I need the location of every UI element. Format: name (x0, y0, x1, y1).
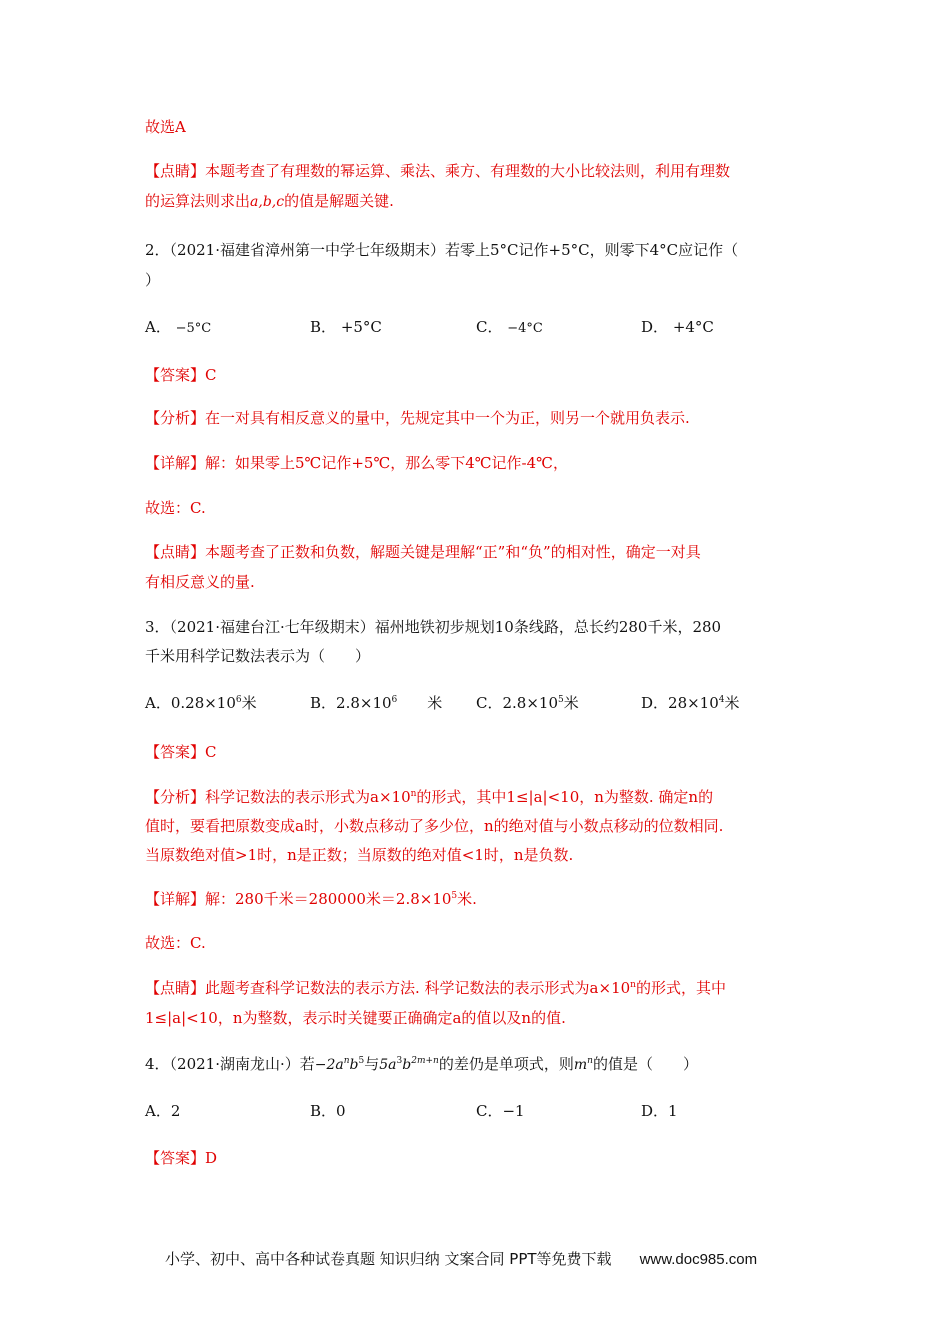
prev-dianjing-line1: 【点睛】本题考查了有理数的幂运算、乘法、乘方、有理数的大小比较法则，利用有理数 (145, 162, 731, 180)
q2-choose: 故选：C. (145, 499, 206, 517)
q3-option-b: B．$2.8\times 10^6$ 米 (310, 694, 443, 712)
q4-option-b: B．0 (310, 1102, 346, 1120)
q2-option-c: C． −4°C (476, 318, 543, 336)
q3-analysis-line1: 【分析】科学记数法的表示形式为$a\times 10^n$的形式，其中1≤|a|<10，n为整数. 确定n的 (145, 788, 714, 806)
q3-choose: 故选：C. (145, 934, 206, 952)
q3-analysis-line2: 值时，要看把原数变成a时，小数点移动了多少位，n的绝对值与小数点移动的位数相同. (145, 817, 724, 835)
q3-option-a: A．$0.28\times 10^6$米 (145, 694, 257, 712)
q2-option-b: B． +5°C (310, 318, 382, 336)
q2-stem-line2: ） (145, 271, 161, 289)
q3-dianjing-line1: 【点睛】此题考查科学记数法的表示方法. 科学记数法的表示形式为$a\times 10^n$的形式，其中 (145, 979, 726, 997)
q3-stem-line1: 3．（2021·福建台江·七年级期末）福州地铁初步规划10条线路，总长约280千米，280 (145, 618, 722, 636)
q2-option-d: D． +4°C (641, 318, 714, 336)
q4-stem: 4．（2021·湖南龙山·）若$-2a^nb^5$与$5a^3b^{2m+n}$的差仍是单项式，则$m^n$的值是（ ） (145, 1055, 698, 1073)
q2-analysis: 【分析】在一对具有相反意义的量中，先规定其中一个为正，则另一个就用负表示. (145, 409, 690, 427)
q3-option-c: C．$2.8\times 10^5$米 (476, 694, 579, 712)
q3-stem-line2: 千米用科学记数法表示为（ ） (145, 647, 371, 665)
q2-option-a: A． −5°C (145, 318, 212, 336)
footer-text: 小学、初中、高中各种试卷真题 知识归纳 文案合同 PPT等免费下载 (165, 1250, 612, 1268)
footer-url[interactable]: www.doc985.com (639, 1251, 758, 1268)
q3-analysis-line3: 当原数绝对值>1时，n是正数；当原数的绝对值<1时，n是负数. (145, 846, 574, 864)
q4-option-c: C．−1 (476, 1102, 525, 1120)
q2-stem-line1: 2．（2021·福建省漳州第一中学七年级期末）若零上5°C记作+5°C，则零下4°C应记作（ (145, 241, 739, 259)
page-footer (165, 1249, 757, 1270)
q4-answer: 【答案】D (145, 1149, 218, 1167)
q2-dianjing-line1: 【点睛】本题考查了正数和负数，解题关键是理解“正”和“负”的相对性，确定一对具 (145, 543, 701, 561)
prev-dianjing-line2: 的运算法则求出a,b,c的值是解题关键. (145, 192, 394, 210)
q2-dianjing-line2: 有相反意义的量. (145, 573, 255, 591)
q3-dianjing-line2: 1≤|a|<10，n为整数，表示时关键要正确确定a的值以及n的值. (145, 1009, 566, 1027)
q2-detail: 【详解】解：如果零上5℃记作+5℃，那么零下4℃记作-4℃， (145, 454, 568, 472)
prev-choose: 故选A (145, 118, 186, 136)
q3-option-d: D．$28\times 10^4$米 (641, 694, 740, 712)
q3-answer: 【答案】C (145, 743, 217, 761)
q3-detail: 【详解】解：280千米＝280000米$=2.8\times 10^5$米. (145, 890, 477, 908)
q4-option-d: D．1 (641, 1102, 678, 1120)
q2-answer: 【答案】C (145, 366, 217, 384)
q4-option-a: A．2 (145, 1102, 181, 1120)
